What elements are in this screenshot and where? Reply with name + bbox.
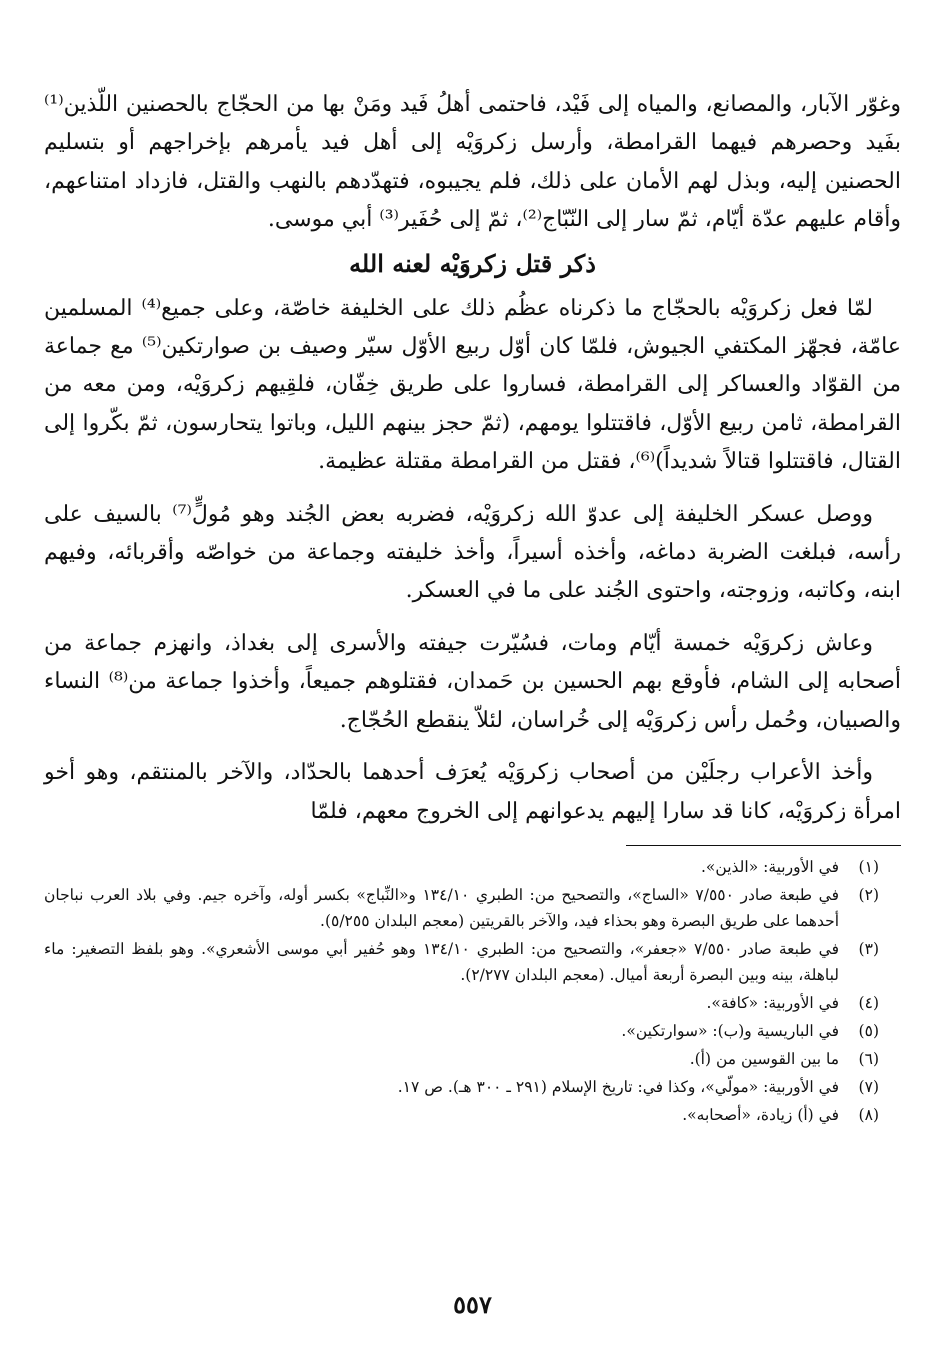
footnote-number: (٣): [858, 939, 879, 958]
paragraph-capture: ووصل عسكر الخليفة إلى عدوّ الله زكروَيْه، فضربه بعض الجُند وهو مُولٍّ⁽⁷⁾ بالسيف على رأسه، فبلغت الضربة دماغه، وأخذه أسيراً، وأخذ خليفته وجماعة من خواصّه وأقربائه، وفيهم ابنه، وكاتبه، وزوجته، واحتوى الجُند على ما في العسكر.: [44, 501, 901, 604]
footnote-text: في طبعة صادر ٧/٥٥٠ «جعفر»، والتصحيح من: الطبري ١٣٤/١٠ وهو حُفير أبي موسى الأشعري». وهو بلفظ التصغير: ماء لباهلة، بينه وبين البصرة أربعة أميال. (معجم البلدان ٢/٢٧٧).: [44, 939, 839, 984]
section-title: ذكر قتل زكروَيْه لعنه الله: [349, 248, 596, 278]
footnote-text: في الأوربية: «الذين».: [701, 857, 839, 876]
footnote-text: في (أ) زيادة، «أصحابه».: [682, 1105, 839, 1124]
footnote-3: [44, 936, 901, 988]
footnote-1: [44, 854, 901, 880]
footnote-8: [44, 1102, 901, 1128]
footnote-number: (٥): [858, 1021, 879, 1040]
footnote-2: [44, 882, 901, 934]
footnote-number: (١): [858, 857, 879, 876]
footnote-divider: [626, 845, 901, 846]
footnote-text: في الأوربية: «كافة».: [706, 993, 839, 1012]
footnote-text: في طبعة صادر ٧/٥٥٠ «الساج»، والتصحيح من: الطبري ١٣٤/١٠ و«النِّباج» بكسر أوله، وآخره جيم. وفي بلاد العرب نباجان أحدهما على طريق البصرة وهو بحذاء فيد، والآخر بالقريتين (معجم البلدان ٥/٢٥٥).: [44, 885, 839, 930]
footnote-6: [44, 1046, 901, 1072]
intro-paragraph: وغوّر الآبار، والمصانع، والمياه إلى فَيْد، فاحتمى أهلُ فَيد ومَنْ بها من الحجّاج بالحصنين اللّذين⁽¹⁾ بفَيد وحصرهم فيهما القرامطة، وأرسل زكروَيْه إلى أهل فيد يأمرهم بإخراجهم أو بتسليم الحصنين إليه، وبذل لهم الأمان على ذلك، فلم يجيبوه، فتهدّدهم بالنهب والقتل، فازداد امتناعهم، وأقام عليهم عدّة أيّام، ثمّ سار إلى النّبّاج⁽²⁾، ثمّ إلى حُفَير⁽³⁾ أبي موسى.: [44, 92, 901, 233]
footnote-number: (٨): [858, 1105, 879, 1124]
footnote-text: ما بين القوسين من (أ).: [689, 1049, 839, 1068]
main-text: [44, 86, 901, 831]
footnote-text: في الباريسية و(ب): «سوارتكين».: [621, 1021, 839, 1040]
footnotes: [44, 854, 901, 1128]
paragraph-bedouins: وأخذ الأعراب رجلَيْن من أصحاب زكروَيْه يُعرَف أحدهما بالحدّاد، والآخر بالمنتقم، وهو أخو امرأة زكروَيْه، كانا قد سارا إليهم يدعوانهم إلى الخروج معهم، فلمّا: [44, 760, 901, 824]
footnote-number: (٢): [858, 885, 879, 904]
footnote-4: [44, 990, 901, 1016]
footnote-number: (٤): [858, 993, 879, 1012]
footnote-text: في الأوربية: «مولّي»، وكذا في: تاريخ الإسلام (٢٩١ ـ ٣٠٠ هـ). ص ١٧.: [397, 1077, 839, 1096]
footnote-7: [44, 1074, 901, 1100]
footnote-number: (٧): [858, 1077, 879, 1096]
paragraph-death: وعاش زكروَيْه خمسة أيّام ومات، فسُيّرت جيفته والأسرى إلى بغداذ، وانهزم جماعة من أصحابه إلى الشام، فأوقع بهم الحسين بن حَمدان، فقتلوهم جميعاً، وأخذوا جماعة من⁽⁸⁾ النساء والصبيان، وحُمل رأس زكروَيْه إلى خُراسان، لئلاّ ينقطع الحُجّاج.: [44, 630, 901, 733]
footnote-5: [44, 1018, 901, 1044]
page-content: [44, 86, 901, 1128]
page-number: ٥٥٧: [453, 1290, 492, 1319]
footnote-number: (٦): [858, 1049, 879, 1068]
paragraph-killing-of-zakrawayh: لمّا فعل زكروَيْه بالحجّاج ما ذكرناه عظُم ذلك على الخليفة خاصّة، وعلى جميع⁽⁴⁾ المسلمين عامّة، فجهّز المكتفي الجيوش، فلمّا كان أوّل ربيع الأوّل سيّر وصيف بن صوارتكين⁽⁵⁾ مع جماعة من القوّاد والعساكر إلى القرامطة، فساروا على طريق خِفّان، فلقِيهم زكروَيْه، ومن معه من القرامطة، ثامن ربيع الأوّل، فاقتتلوا يومهم، (ثمّ حجز بينهم الليل، وباتوا يتحارسون، ثمّ بكّروا إلى القتال، فاقتتلوا قتالاً شديداً)⁽⁶⁾، فقتل من القرامطة مقتلة عظيمة.: [44, 295, 902, 475]
